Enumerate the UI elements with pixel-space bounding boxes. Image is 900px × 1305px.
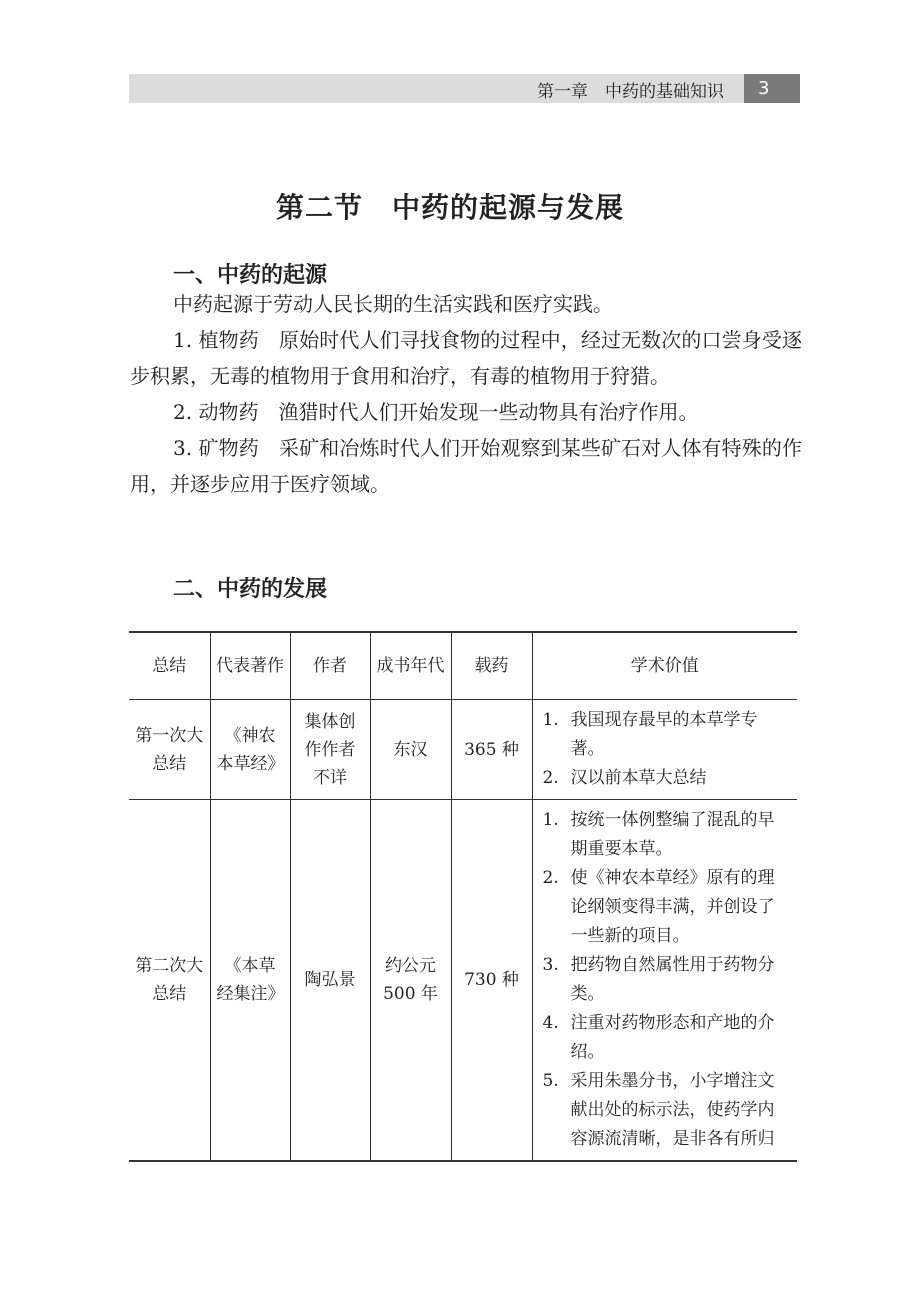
table-row xyxy=(129,700,797,800)
list-item: 1. 按统一体例整编了混乱的早期重要本草。 xyxy=(542,810,775,859)
value-list xyxy=(543,706,790,793)
origin-body xyxy=(130,286,802,502)
running-header xyxy=(129,74,800,103)
cell-work: 《本草经集注》 xyxy=(210,800,290,1162)
item-text: 采矿和冶炼时代人们开始观察到某些矿石对人体有特殊的作用，并逐步应用于医疗领域。 xyxy=(130,436,803,496)
cell-values xyxy=(532,800,797,1162)
list-item: 2. 汉以前本草大总结 xyxy=(542,768,707,788)
origin-heading: 一、中药的起源 xyxy=(173,263,328,288)
chapter-title: 第一章 中药的基础知识 xyxy=(537,82,724,102)
item-label: 1. 植物药 xyxy=(173,328,259,352)
item-text: 原始时代人们寻找食物的过程中，经过无数次的口尝身受逐步积累，无毒的植物用于食用和治疗，有毒的植物用于狩猎。 xyxy=(130,328,803,388)
header-value: 学术价值 xyxy=(532,632,797,700)
cell-count: 365 种 xyxy=(451,700,532,800)
value-list xyxy=(543,806,790,1154)
section-title: 第二节 中药的起源与发展 xyxy=(275,191,624,224)
table-row xyxy=(129,800,797,1162)
cell-summary: 第二次大总结 xyxy=(129,800,210,1162)
cell-author: 陶弘景 xyxy=(290,800,370,1162)
origin-intro: 中药起源于劳动人民长期的生活实践和医疗实践。 xyxy=(173,292,613,316)
header-era: 成书年代 xyxy=(370,632,451,700)
table-header-row xyxy=(129,632,797,700)
item-label: 2. 动物药 xyxy=(173,400,259,424)
header-summary: 总结 xyxy=(129,632,210,700)
list-item: 5. 采用朱墨分书，小字增注文献出处的标示法，使药学内容源流清晰，是非各有所归 xyxy=(542,1071,775,1149)
origin-item-plant xyxy=(130,322,802,394)
header-author: 作者 xyxy=(290,632,370,700)
list-item: 2. 使《神农本草经》原有的理论纲领变得丰满，并创设了一些新的项目。 xyxy=(542,868,775,946)
origin-item-animal xyxy=(130,394,802,430)
page-number: 3 xyxy=(744,74,800,103)
cell-summary: 第一次大总结 xyxy=(129,700,210,800)
cell-era: 东汉 xyxy=(370,700,451,800)
origin-item-mineral xyxy=(130,430,802,502)
item-label: 3. 矿物药 xyxy=(173,436,259,460)
list-item: 3. 把药物自然属性用于药物分类。 xyxy=(542,955,775,1004)
header-work: 代表著作 xyxy=(210,632,290,700)
cell-count: 730 种 xyxy=(451,800,532,1162)
development-table xyxy=(129,631,797,1162)
cell-author: 集体创作作者不详 xyxy=(290,700,370,800)
cell-work: 《神农本草经》 xyxy=(210,700,290,800)
header-count: 载药 xyxy=(451,632,532,700)
cell-values xyxy=(532,700,797,800)
item-text: 渔猎时代人们开始发现一些动物具有治疗作用。 xyxy=(278,400,699,424)
list-item: 4. 注重对药物形态和产地的介绍。 xyxy=(542,1013,775,1062)
cell-era: 约公元500 年 xyxy=(370,800,451,1162)
list-item: 1. 我国现存最早的本草学专著。 xyxy=(542,710,758,759)
development-heading: 二、中药的发展 xyxy=(173,577,328,602)
